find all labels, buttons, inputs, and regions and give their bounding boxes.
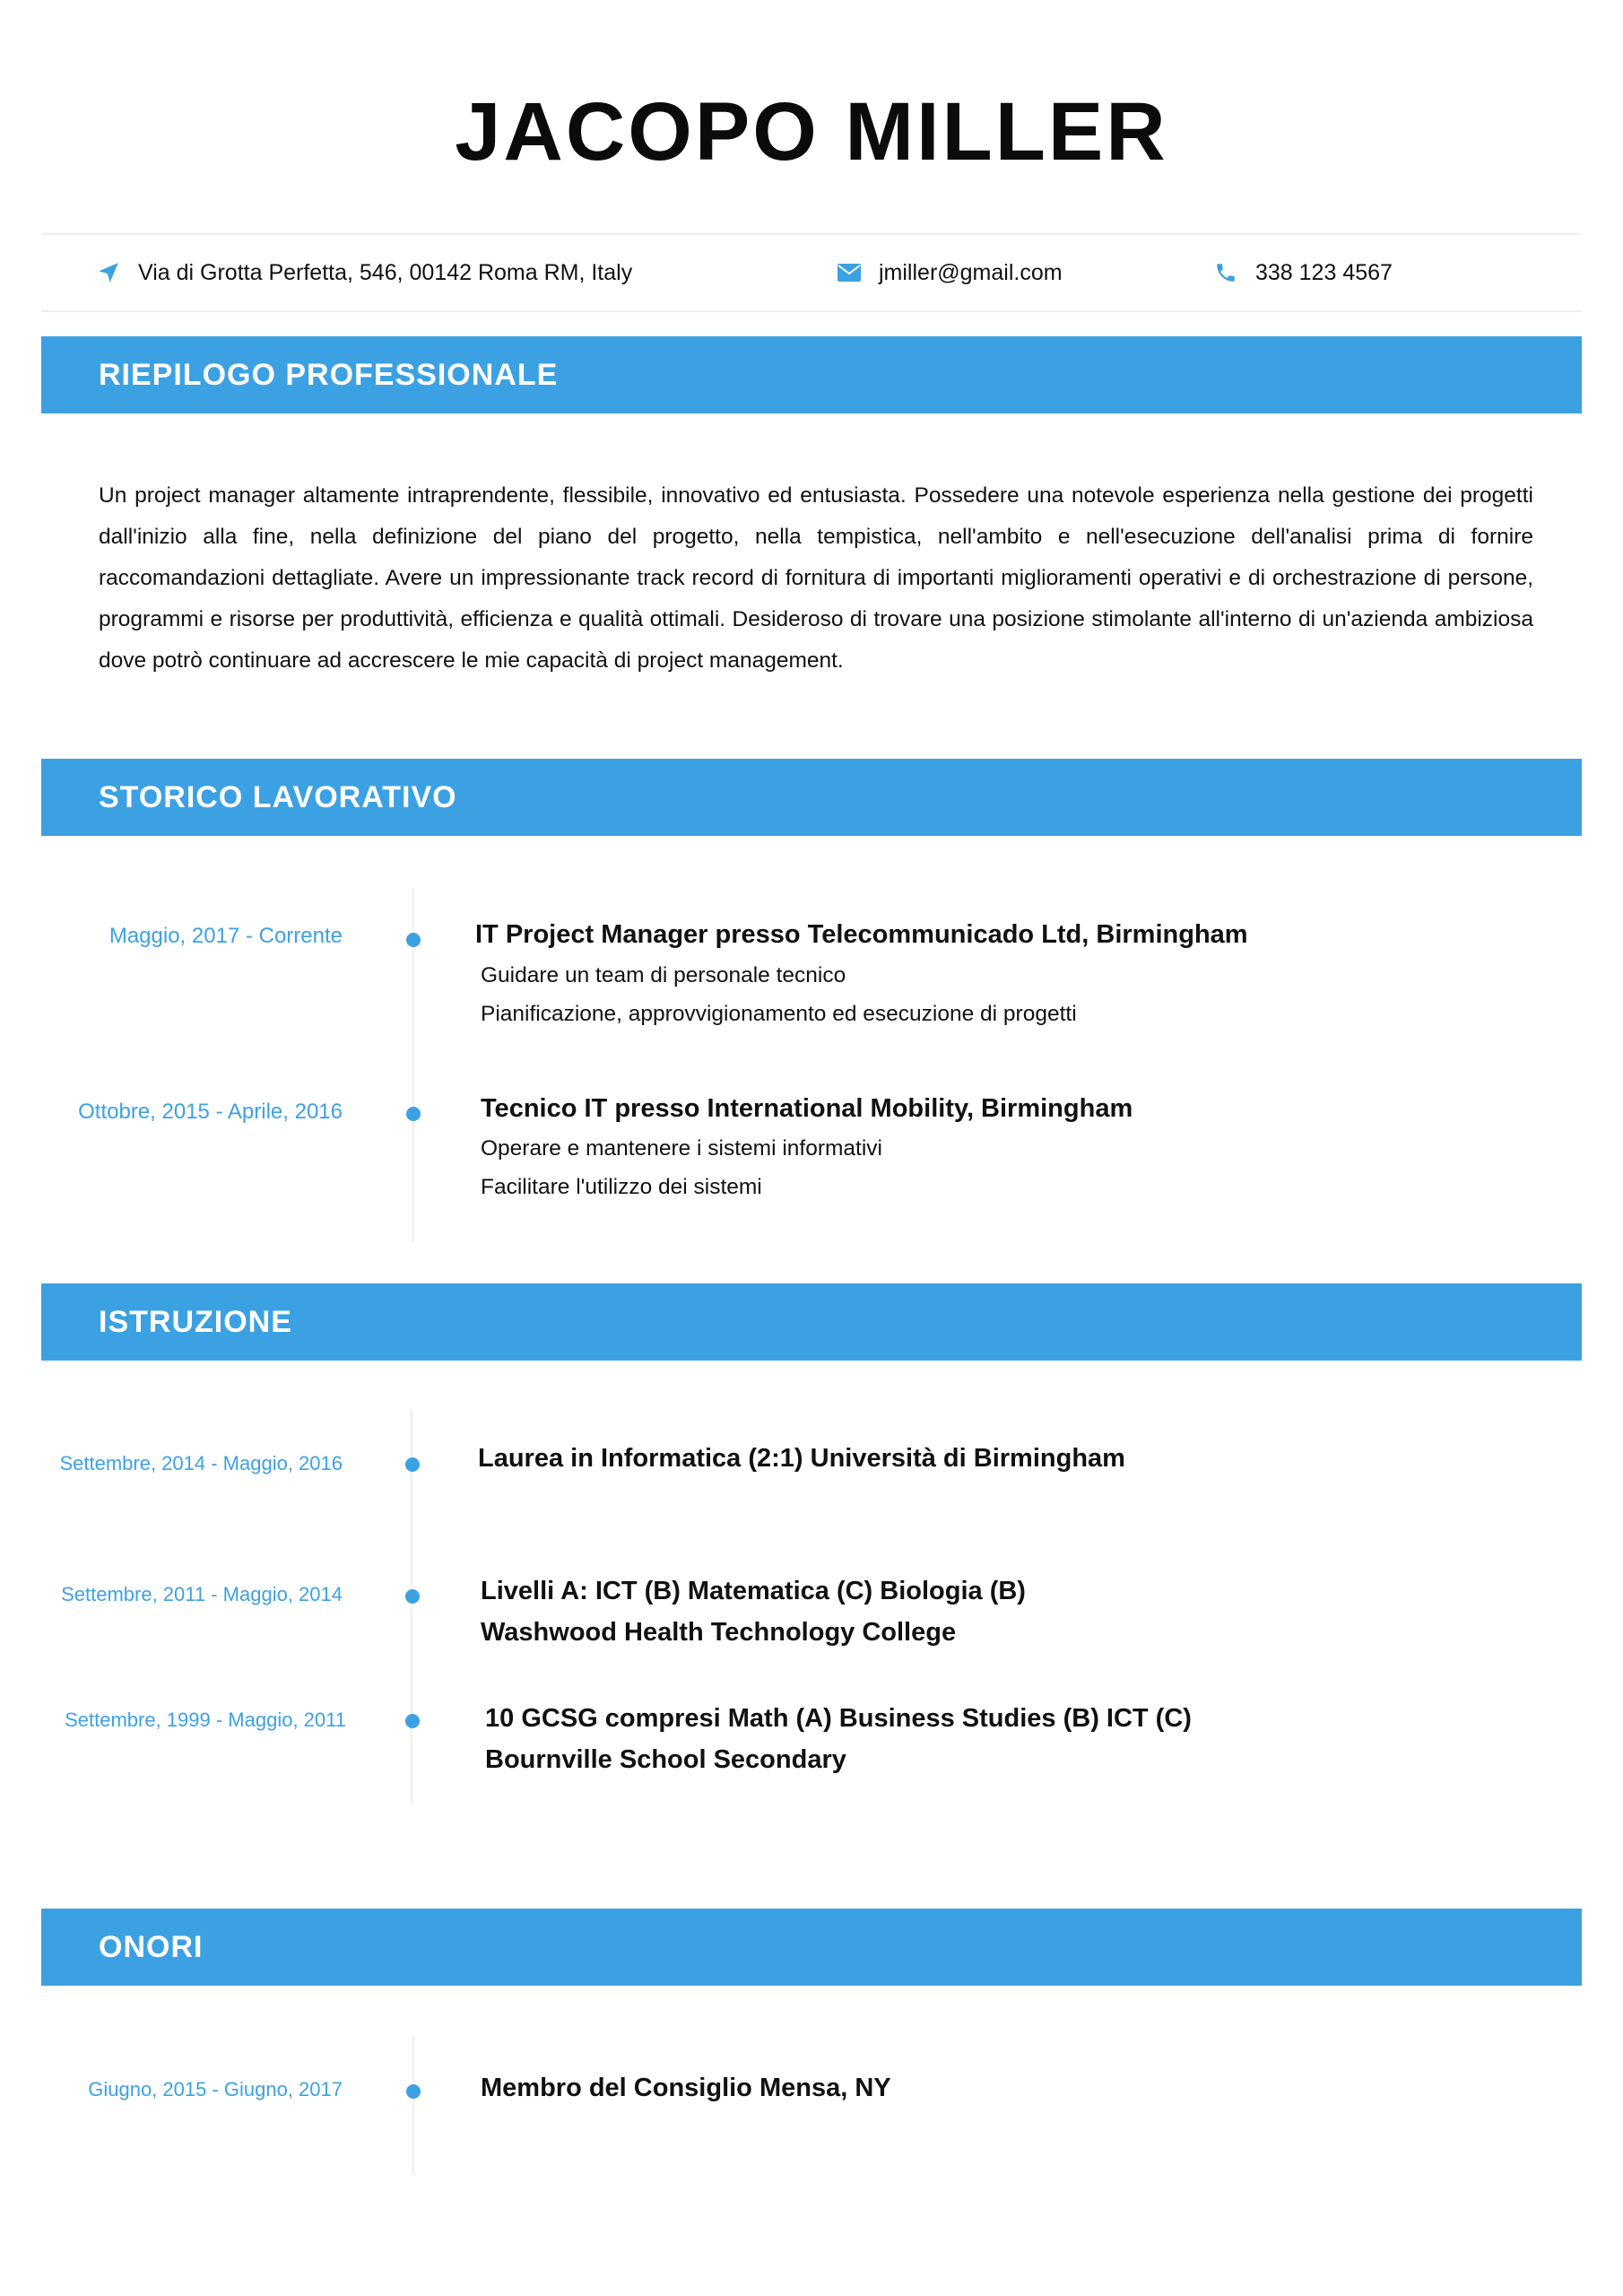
work-detail: Pianificazione, approvvigionamento ed esecuzione di progetti (481, 1002, 1077, 1026)
envelope-icon (838, 264, 861, 282)
timeline-dot (406, 933, 421, 947)
education-date: Settembre, 1999 - Maggio, 2011 (65, 1709, 346, 1731)
resume-name: JACOPO MILLER (455, 86, 1168, 178)
work-detail: Facilitare l'utilizzo dei sistemi (481, 1175, 762, 1199)
contact-phone (1214, 235, 1393, 310)
work-title: IT Project Manager presso Telecommunicado Ltd, Birmingham (475, 920, 1248, 949)
timeline-dot (405, 1589, 420, 1604)
honors-title: Membro del Consiglio Mensa, NY (481, 2074, 891, 2102)
address-text: Via di Grotta Perfetta, 546, 00142 Roma RM, Italy (138, 259, 633, 285)
work-detail: Guidare un team di personale tecnico (481, 963, 846, 987)
section-header-education: ISTRUZIONE (41, 1283, 1582, 1361)
timeline-dot (406, 1107, 421, 1121)
section-header-summary: RIEPILOGO PROFESSIONALE (41, 336, 1582, 413)
summary-text: Un project manager altamente intraprendente, flessibile, innovativo ed entusiasta. Possedere una notevole esperienza nella gestione dei progetti dall'inizio alla fine, nella definizione del piano del progetto, nella tempistica, nell'ambito e nell'esecuzione dell'analisi prima di fornire raccomandazioni dettagliate. Avere un impressionante track record di fornitura di importanti miglioramenti operativi e di orchestrazione di persone, programmi e risorse per produttività, efficienza e qualità ottimali. Desideroso di trovare una posizione stimolante all'interno di un'azienda ambiziosa dove potrò continuare ad accrescere le mie capacità di project management. (99, 483, 1533, 673)
education-title: Livelli A: ICT (B) Matematica (C) Biologia (B) (481, 1577, 1026, 1605)
location-arrow-icon (97, 261, 120, 284)
contact-address (97, 235, 632, 310)
education-date: Settembre, 2011 - Maggio, 2014 (61, 1583, 343, 1605)
email-text: jmiller@gmail.com (879, 259, 1063, 285)
timeline-dot (405, 1714, 420, 1728)
work-title: Tecnico IT presso International Mobility, Birmingham (481, 1094, 1133, 1123)
education-title: Laurea in Informatica (2:1) Università di Birmingham (478, 1444, 1125, 1473)
timeline-dot (405, 1457, 420, 1472)
contact-bar (41, 233, 1582, 312)
section-header-honors: ONORI (41, 1909, 1582, 1986)
timeline-line-honors (412, 2036, 414, 2175)
education-school: Washwood Health Technology College (481, 1618, 957, 1647)
education-school: Bournville School Secondary (485, 1745, 846, 1774)
honors-date: Giugno, 2015 - Giugno, 2017 (88, 2078, 343, 2100)
work-date: Maggio, 2017 - Corrente (108, 924, 343, 948)
education-title: 10 GCSG compresi Math (A) Business Studies (B) ICT (C) (485, 1704, 1192, 1733)
work-detail: Operare e mantenere i sistemi informativi (481, 1136, 882, 1161)
phone-icon (1214, 261, 1237, 284)
work-date: Ottobre, 2015 - Aprile, 2016 (78, 1100, 343, 1124)
section-header-work: STORICO LAVORATIVO (41, 759, 1582, 836)
phone-text: 338 123 4567 (1255, 259, 1393, 285)
timeline-dot (406, 2084, 421, 2099)
contact-email (838, 235, 1063, 310)
education-date: Settembre, 2014 - Maggio, 2016 (59, 1452, 343, 1474)
